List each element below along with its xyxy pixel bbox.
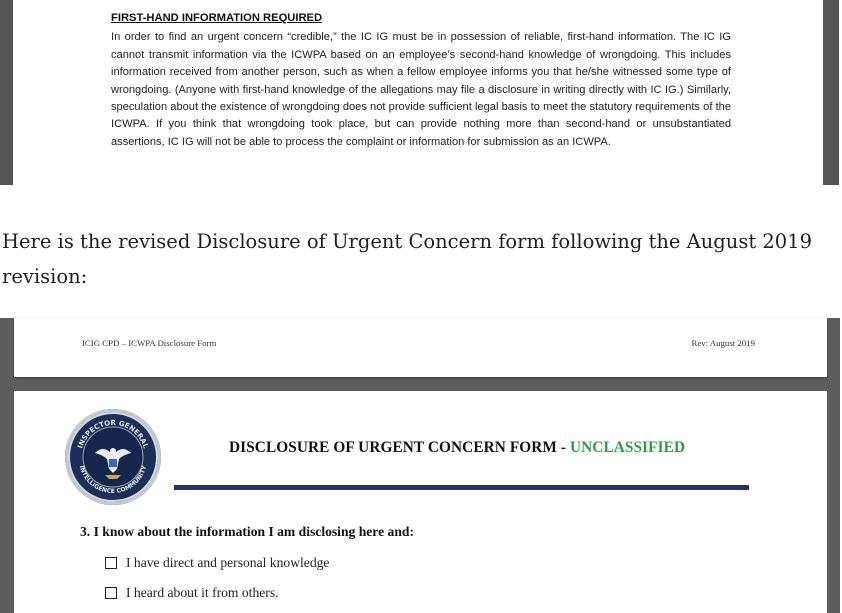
- form-page: [14, 391, 827, 613]
- excerpt-heading: FIRST-HAND INFORMATION REQUIRED: [111, 12, 323, 24]
- form-title-main: DISCLOSURE OF URGENT CONCERN FORM -: [229, 439, 571, 456]
- option-heard-from-others[interactable]: [105, 585, 279, 601]
- seal-text-top: INSPECTOR GENERAL: [76, 418, 150, 450]
- form-screenshot: [0, 318, 842, 613]
- form-title: [229, 439, 685, 457]
- article-paragraph: Here is the revised Disclosure of Urgent Concern form following the August 2019 revision:: [2, 229, 813, 288]
- question-3: 3. I know about the information I am disclosing here and:: [80, 524, 414, 539]
- form-header-right: Rev: August 2019: [691, 338, 755, 348]
- seal-text-bottom: INTELLIGENCE COMMUNITY: [77, 464, 149, 495]
- ic-ig-seal: [65, 409, 161, 505]
- viewer-border-left: [0, 0, 13, 185]
- form-page-header: [14, 318, 827, 377]
- title-rule: [174, 485, 749, 490]
- checkbox-direct-knowledge[interactable]: [105, 557, 117, 569]
- option-direct-knowledge-label: I have direct and personal knowledge: [126, 555, 330, 570]
- checkbox-heard-from-others[interactable]: [105, 587, 117, 599]
- option-direct-knowledge[interactable]: [105, 555, 329, 571]
- option-heard-from-others-label: I heard about it from others.: [126, 585, 279, 600]
- top-document-excerpt: [0, 0, 842, 185]
- excerpt-body: [111, 10, 731, 151]
- classification-label: UNCLASSIFIED: [570, 439, 686, 456]
- form-header-left: ICIG CPD – ICWPA Disclosure Form: [82, 338, 217, 348]
- seal-emblem-icon: [65, 409, 161, 505]
- viewer-border-right: [823, 0, 839, 185]
- excerpt-paragraph: In order to find an urgent concern “credible,” the IC IG must be in possession of reliable, first-hand information. The IC IG cannot transmit information via the ICWPA based on an employee’s second-hand knowledge of wrongdoing. This includes information received from another person, such as when a fellow employee informs you that he/she witnessed some type of wrongdoing. (Anyone with first-hand knowledge of the allegations may file a disclosure in writing directly with IC IG.) Similarly, speculation about the existence of wrongdoing does not provide sufficient legal basis to meet the statutory requirements of the ICWPA. If you think that wrongdoing took place, but can provide nothing more than second-hand or unsubstantiated assertions, IC IG will not be able to process the complaint or information for submission as an ICWPA.: [111, 31, 731, 148]
